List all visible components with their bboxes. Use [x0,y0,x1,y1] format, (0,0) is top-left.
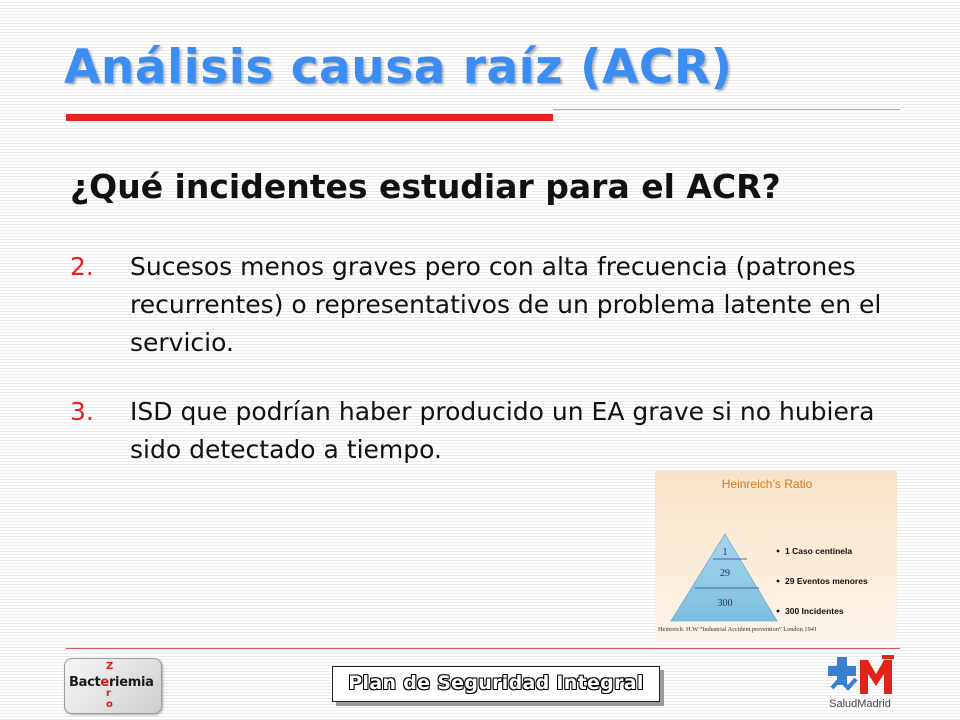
figure-bullet: 1 Caso centinela [785,546,853,556]
footer-rule [66,648,900,649]
logo-word: Bacteriemia [69,675,154,690]
title-underline [66,114,553,121]
footer-label: Plan de Seguridad Integral [348,672,644,694]
figure-bullet: 29 Eventos menores [785,576,868,586]
heinreich-ratio-figure [655,471,897,641]
logo-caption: SaludMadrid [829,698,891,710]
figure-title: Heinreich’s Ratio [721,477,813,491]
logo-letter: o [106,699,113,710]
list-item-number: 3. [70,397,94,426]
logo-letter: r [106,688,111,699]
figure-citation: Heinreich. H.W “Industrial Accident prevention” London 1941 [658,626,818,633]
list-item [70,393,910,469]
salud-madrid-logo [820,652,900,714]
footer-label-box [332,666,660,702]
logo-letter: Z [106,661,114,672]
pyramid-level-1: 1 [722,547,728,558]
salud-madrid-emblem-icon [820,652,900,698]
section-question: ¿Qué incidentes estudiar para el ACR? [70,167,781,206]
figure-bullet: 300 Incidentes [785,606,844,616]
title-rule [553,109,900,110]
bacteriemia-zero-logo [64,658,162,714]
list-item-number: 2. [70,252,94,281]
pyramid-level-300: 300 [717,598,733,609]
list-item [70,248,910,362]
slide-title: Análisis causa raíz (ACR) [64,40,733,95]
pyramid-level-29: 29 [720,568,730,579]
list-item-text: Sucesos menos graves pero con alta frecuencia (patrones recurrentes) o representativos de un problema latente en el servicio. [130,252,882,357]
list-item-text: ISD que podrían haber producido un EA grave si no hubiera sido detectado a tiempo. [130,397,875,464]
